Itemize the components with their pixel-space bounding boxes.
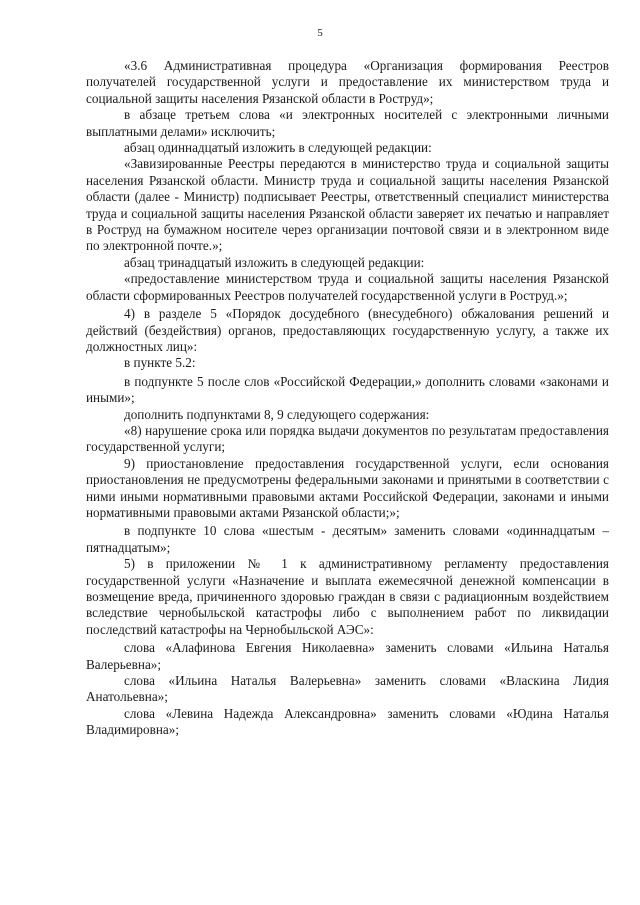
- paragraph: «предоставление министерством труда и социальной защиты населения Рязанской области сформированных Реестров получателей государственной услуги в Роструд.»;: [86, 271, 609, 303]
- paragraph: слова «Левина Надежда Александровна» заменить словами «Юдина Наталья Владимировна»;: [86, 705, 609, 738]
- paragraph: слова «Алафинова Евгения Николаевна» заменить словами «Ильина Наталья Валерьевна»;: [86, 640, 609, 672]
- paragraph: 9) приостановление предоставления государственной услуги, если основания приостановления не предусмотрены федеральными законами и принятыми в соответствии с ними иными нормативными правовыми актами Российской Федерации, законами и иными нормативными правовыми актами Рязанской области;»;: [86, 455, 609, 520]
- paragraph: «8) нарушение срока или порядка выдачи документов по результатам предоставления государственной услуги;: [86, 422, 609, 455]
- paragraph: абзац тринадцатый изложить в следующей редакции:: [124, 254, 425, 270]
- paragraph: в абзаце третьем слова «и электронных носителей с электронными личными выплатными делами» исключить;: [86, 107, 609, 139]
- paragraph: в подпункте 10 слова «шестым - десятым» заменить словами «одиннадцатым – пятнадцатым»;: [86, 523, 609, 555]
- paragraph: дополнить подпунктами 8, 9 следующего содержания:: [124, 406, 430, 422]
- paragraph: 5) в приложении № 1 к административному регламенту предоставления государственной услуги «Назначение и выплата ежемесячной денежной компенсации в возмещение вреда, причиненного здоровью граждан в связи с радиационным воздействием вследствие чернобыльской катастрофы либо с выполнением работ по ликвидации последствий катастрофы на Чернобыльской АЭС»:: [86, 556, 609, 637]
- paragraph: в пункте 5.2:: [124, 355, 196, 371]
- paragraph: слова «Ильина Наталья Валерьевна» заменить словами «Власкина Лидия Анатольевна»;: [86, 673, 609, 705]
- paragraph: «3.6 Административная процедура «Организация формирования Реестров получателей государственной услуги и предоставление их министерством труда и социальной защиты населения Рязанской области в Роструд»;: [86, 58, 609, 106]
- paragraph: «Завизированные Реестры передаются в министерство труда и социальной защиты населения Рязанской области. Министр труда и социальной защиты населения Рязанской области (далее - Министр) подписывает Реестры, ответственный специалист министерства труда и социальной защиты населения Рязанской области заверяет их печатью и направляет в Роструд на бумажном носителе через организации почтовой связи и в электронном виде по электронной почте.»;: [86, 156, 609, 254]
- page-number: 5: [317, 27, 323, 39]
- paragraph: 4) в разделе 5 «Порядок досудебного (внесудебного) обжалования решений и действий (бездействия) органов, предоставляющих государственную услугу, а также их должностных лиц»:: [86, 306, 609, 354]
- paragraph: в подпункте 5 после слов «Российской Федерации,» дополнить словами «законами и иными»;: [86, 373, 609, 406]
- paragraph: абзац одиннадцатый изложить в следующей редакции:: [124, 140, 432, 156]
- document-body: [86, 58, 609, 739]
